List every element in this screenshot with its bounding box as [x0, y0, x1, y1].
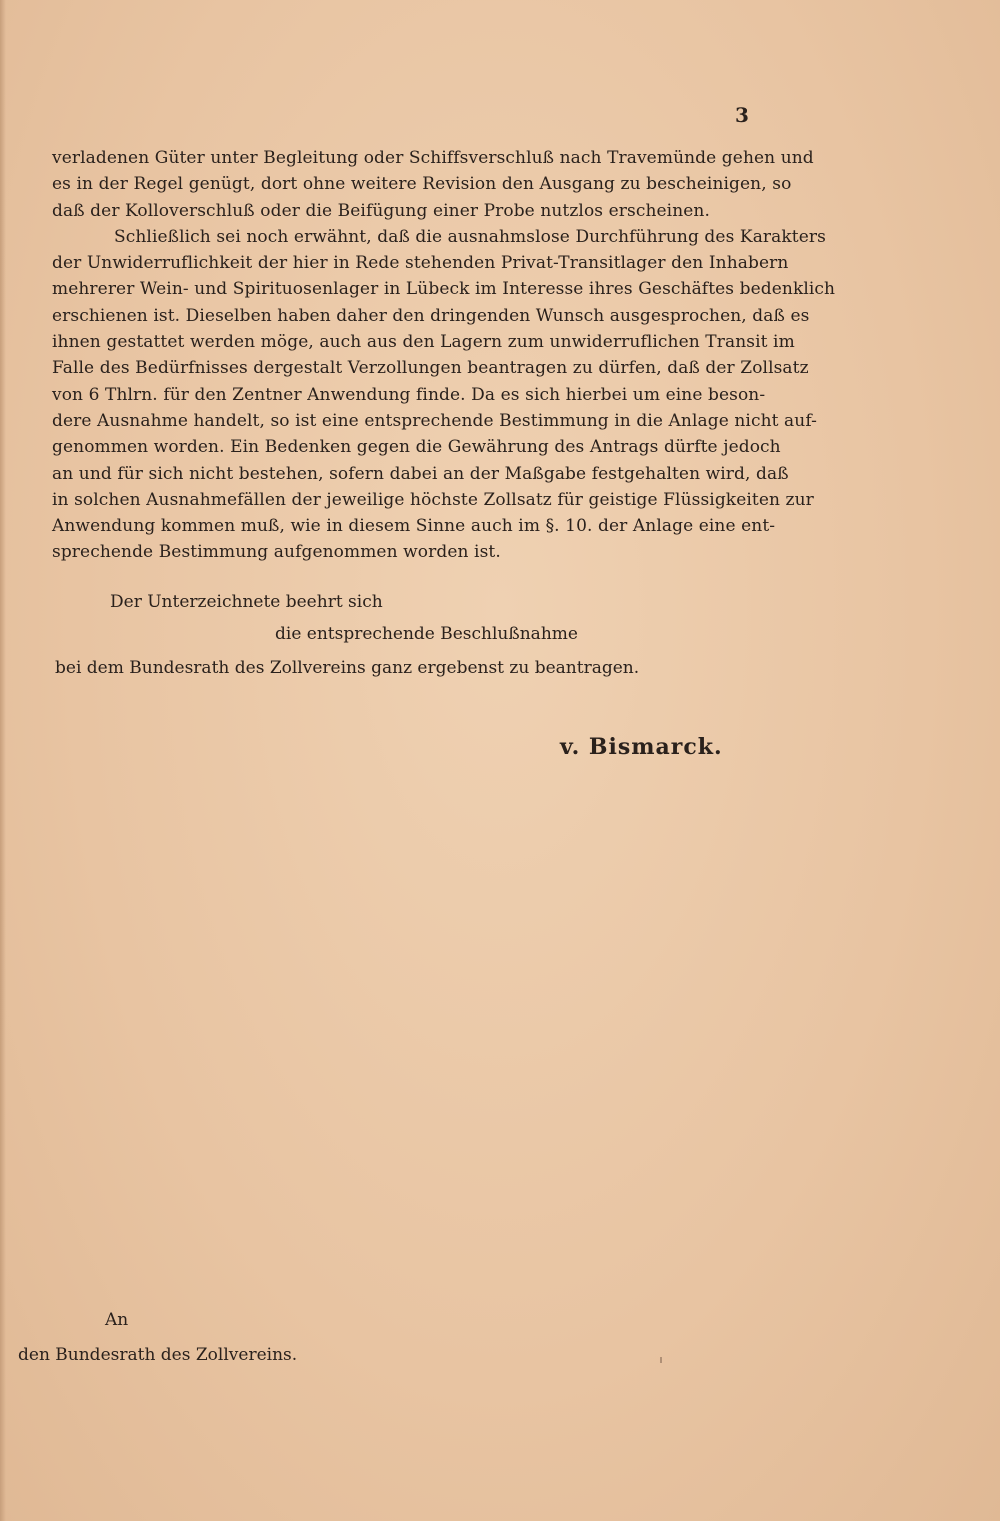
text-line: ihnen gestattet werden möge, auch aus den Lagern zum unwiderruflichen Transit im: [52, 332, 795, 353]
text-line: daß der Kolloverschluß oder die Beifügung einer Probe nutzlos erscheinen.: [52, 200, 710, 221]
closing-line: Der Unterzeichnete beehrt sich: [110, 592, 383, 612]
body-text: [52, 145, 836, 566]
text-line: von 6 Thlrn. für den Zentner Anwendung finde. Da es sich hierbei um eine beson-: [52, 384, 766, 405]
page-edge-shadow: [0, 0, 6, 1521]
text-line: erschienen ist. Dieselben haben daher den dringenden Wunsch ausgesprochen, daß es: [52, 305, 810, 326]
text-line: genommen worden. Ein Bedenken gegen die Gewährung des Antrags dürfte jedoch: [52, 437, 781, 458]
text-line: es in der Regel genügt, dort ohne weitere Revision den Ausgang zu bescheinigen, so: [52, 174, 792, 195]
text-line: der Unwiderruflichkeit der hier in Rede stehenden Privat-Transitlager den Inhabern: [52, 253, 789, 274]
page-number: 3: [735, 103, 749, 127]
text-line: in solchen Ausnahmefällen der jeweilige höchste Zollsatz für geistige Flüssigkeiten zur: [52, 489, 814, 510]
address-line: An: [105, 1310, 129, 1330]
signature: v. Bismarck.: [560, 734, 723, 760]
text-line: Schließlich sei noch erwähnt, daß die ausnahmslose Durchführung des Karakters: [114, 226, 826, 247]
address-line: den Bundesrath des Zollvereins.: [18, 1345, 298, 1365]
text-line: an und für sich nicht bestehen, sofern dabei an der Maßgabe festgehalten wird, daß: [52, 463, 789, 484]
text-line: Falle des Bedürfnisses dergestalt Verzollungen beantragen zu dürfen, daß der Zollsatz: [52, 358, 809, 379]
closing-line: die entsprechende Beschlußnahme: [275, 624, 578, 644]
closing-line: bei dem Bundesrath des Zollvereins ganz ergebenst zu beantragen.: [55, 658, 640, 678]
text-line: dere Ausnahme handelt, so ist eine entsprechende Bestimmung in die Anlage nicht auf-: [52, 410, 817, 431]
text-line: mehrerer Wein- und Spirituosenlager in Lübeck im Interesse ihres Geschäftes bedenklich: [52, 279, 836, 300]
text-line: sprechende Bestimmung aufgenommen worden ist.: [52, 542, 501, 563]
text-line: verladenen Güter unter Begleitung oder Schiffsverschluß nach Travemünde gehen und: [52, 148, 814, 168]
paper-speck: [660, 1357, 662, 1363]
text-line: Anwendung kommen muß, wie in diesem Sinne auch im §. 10. der Anlage eine ent-: [52, 516, 776, 537]
